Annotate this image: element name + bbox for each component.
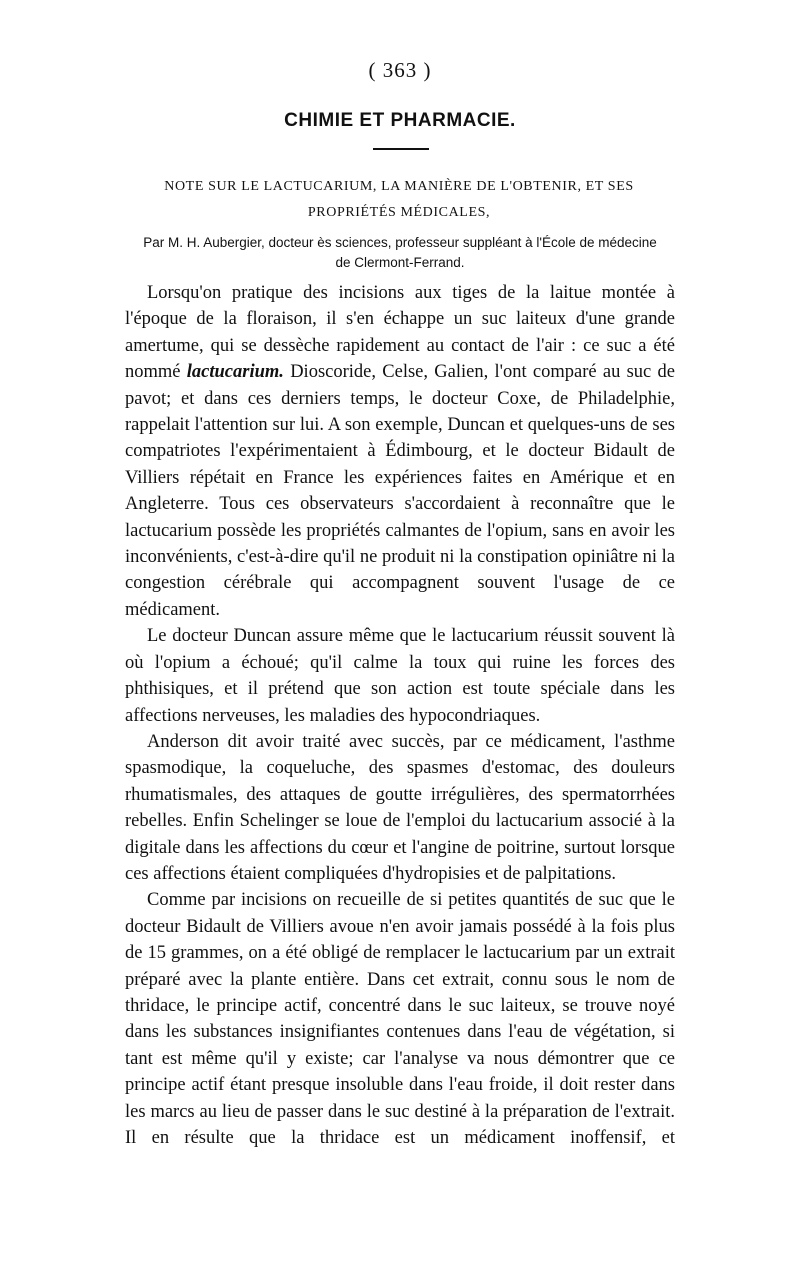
emphasis-term: lactucarium. [186,362,284,383]
title-divider [373,148,429,150]
article-body [125,280,675,1151]
paragraph [125,623,675,729]
paragraph-text: Dioscoride, Celse, Galien, l'ont comparé au suc de pavot; et dans ces derniers temps, le docteur Coxe, de Philadelphie, rappelait l'attention sur lui. A son exemple, Duncan et quelques-uns de ses compatriotes l'expérimentaient à Édimbourg, et le docteur Bidault de Villiers répétait en France les expériences faites en Amérique et en Angleterre. Tous ces observateurs s'accordaient à reconnaître que le lactucarium possède les propriétés calmantes de l'opium, sans en avoir les inconvénients, c'est-à-dire qu'il ne produit ni la constipation opiniâtre ni la congestion cérébrale qui accompagnent souvent l'usage de ce médicament. [125,362,675,620]
paragraph-text: Le docteur Duncan assure même que le lactucarium réussit souvent là où l'opium a échoué; qu'il calme la toux qui ruine les forces des phthisiques, et il prétend que son action est toute spéciale dans les affections nerveuses, les maladies des hypocondriaques. [125,626,675,726]
paragraph-text: Lorsqu'on pratique des incisions aux tiges de la laitue montée à l'époque de la floraison, il s'en échappe un suc laiteux d'une grande amertume, qui se dessèche rapidement au contact de l'air : ce suc a été nommé [125,283,675,383]
paragraph [125,887,675,1151]
article-title: NOTE SUR LE LACTUCARIUM, LA MANIÈRE DE L'OBTENIR, ET SES PROPRIÉTÉS MÉDICALES, [164,179,634,220]
paragraph-text: Comme par incisions on recueille de si petites quantités de suc que le docteur Bidault de Villiers avoue n'en avoir jamais possédé à la fois plus de 15 grammes, on a été obligé de remplacer le lactucarium par un extrait préparé avec la plante entière. Dans cet extrait, connu sous le nom de thridace, le principe actif, concentré dans le suc laiteux, se trouve noyé dans les substances insignifiantes contenues dans l'eau de végétation, si tant est même qu'il y existe; car l'analyse va nous démontrer que ce principe actif étant presque insoluble dans l'eau froide, il doit rester dans les marcs au lieu de passer dans le suc destiné à la préparation de l'extrait. Il en résulte que la thridace est un médicament inoffensif, et [125,890,675,1148]
section-title: CHIMIE ET PHARMACIE. [284,110,516,131]
author-byline: Par M. H. Aubergier, docteur ès sciences, professeur suppléant à l'École de médecine de Clermont-Ferrand. [143,235,657,270]
paragraph [125,280,675,623]
paragraph-text: Anderson dit avoir traité avec succès, par ce médicament, l'asthme spasmodique, la coqueluche, des spasmes d'estomac, des douleurs rhumatismales, des attaques de goutte irrégulières, des spermatorrhées rebelles. Enfin Schelinger se loue de l'emploi du lactucarium associé à la digitale dans les affections du cœur et l'angine de poitrine, surtout lorsque ces affections étaient compliquées d'hydropisies et de palpitations. [125,731,675,884]
page-number: ( 363 ) [368,58,432,82]
paragraph [125,729,675,887]
